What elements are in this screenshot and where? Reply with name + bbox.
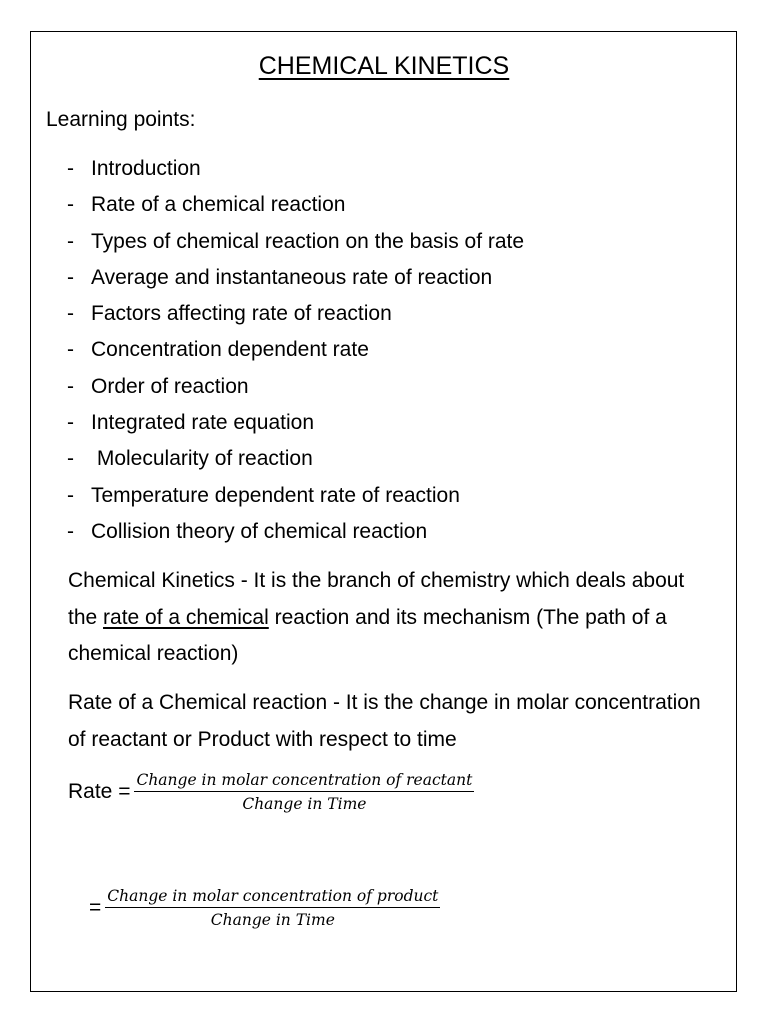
list-item: - Molecularity of reaction [67, 447, 313, 471]
fraction-numerator: Change in molar concentration of reactant [134, 770, 474, 792]
equation-lhs: = [89, 896, 102, 919]
list-item: - Temperature dependent rate of reaction [67, 483, 460, 507]
list-item: - Collision theory of chemical reaction [67, 519, 428, 543]
list-item: - Factors affecting rate of reaction [67, 302, 392, 326]
rate-definition: Rate of a Chemical reaction - It is the change in molar concentration of reactant or Product with respect to time [68, 691, 701, 751]
fraction-denominator: Change in Time [210, 911, 335, 929]
list-item: - Average and instantaneous rate of reaction [67, 265, 493, 289]
list-item: - Rate of a chemical reaction [67, 193, 346, 217]
list-item: - Integrated rate equation [67, 411, 315, 435]
fraction-numerator: Change in molar concentration of product [105, 886, 440, 908]
list-item: - Order of reaction [67, 374, 249, 398]
list-item: - Concentration dependent rate [67, 338, 369, 362]
kinetics-definition: Chemical Kinetics - It is the branch of chemistry which deals about the rate of a chemical reaction and its mechanism (The path of a chemical reaction) [68, 569, 685, 665]
rate-equation-reactant [68, 770, 474, 814]
fraction [134, 770, 474, 814]
fraction [105, 886, 440, 930]
equation-lhs: Rate = [68, 780, 131, 803]
rate-equation-product [89, 886, 440, 930]
page-title: CHEMICAL KINETICS [258, 52, 510, 80]
fraction-denominator: Change in Time [242, 795, 367, 813]
underlined-term: rate of a chemical [103, 605, 269, 629]
list-item: - Types of chemical reaction on the basis of rate [67, 229, 525, 253]
list-item: - Introduction [67, 157, 201, 180]
learning-points-label: Learning points: [46, 108, 196, 131]
learning-points-list [67, 155, 524, 554]
